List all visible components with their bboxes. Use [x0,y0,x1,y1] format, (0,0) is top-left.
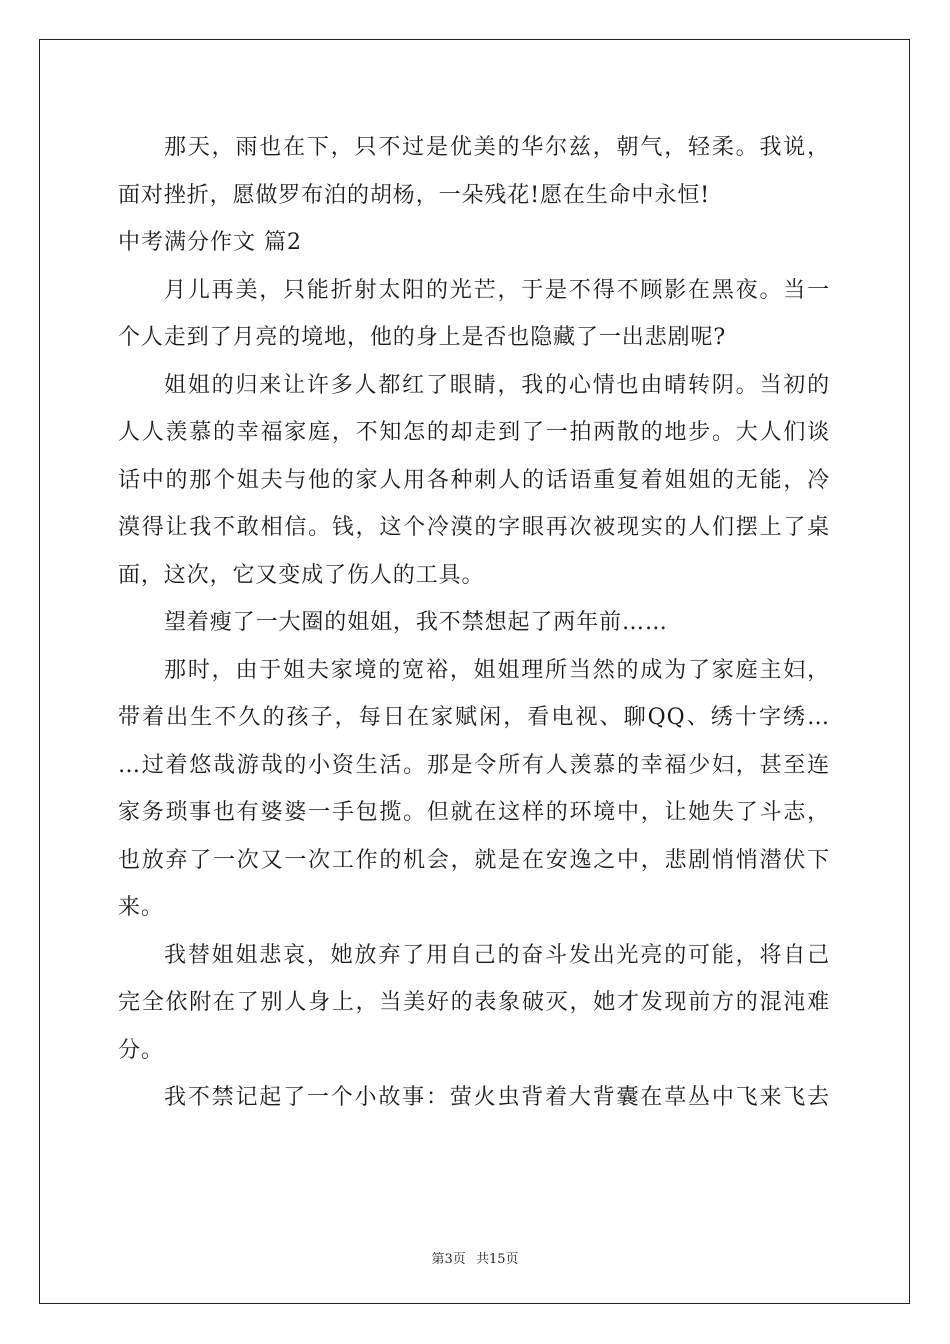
paragraph-line: 个人走到了月亮的境地，他的身上是否也隐藏了一出悲剧呢? [118,325,727,350]
paragraph-line: 来。 [118,895,164,920]
paragraph-line: 望着瘦了一大圈的姐姐，我不禁想起了两年前…… [164,610,668,635]
paragraph-line: 那时，由于姐夫家境的宽裕，姐姐理所当然的成为了家庭主妇， [164,657,830,683]
page-number: 第3页 [431,1252,466,1267]
page-total: 共15页 [475,1252,519,1267]
paragraph-line: 分。 [118,1037,164,1063]
paragraph-line: 面，这次，它又变成了伤人的工具。 [118,562,485,588]
paragraph-line: 完全依附在了别人身上，当美好的表象破灭，她才发现前方的混沌难 [118,990,830,1015]
paragraph-line: 话中的那个姐夫与他的家人用各种刺人的话语重复着姐姐的无能，冷 [118,467,830,493]
page-footer [0,1248,950,1267]
paragraph-line: 面对挫折，愿做罗布泊的胡杨，一朵残花!愿在生命中永恒! [118,182,710,208]
paragraph-line: 家务琐事也有婆婆一手包揽。但就在这样的环境中，让她失了斗志， [118,800,830,825]
paragraph-line: …过着悠哉游哉的小资生活。那是令所有人羡慕的幸福少妇，甚至连 [118,752,830,778]
paragraph-line: 也放弃了一次又一次工作的机会，就是在安逸之中，悲剧悄悄潜伏下 [118,847,830,873]
paragraph-line: 漠得让我不敢相信。钱，这个冷漠的字眼再次被现实的人们摆上了桌 [118,515,830,540]
document-body [118,124,830,1122]
paragraph-line: 人人羡慕的幸福家庭，不知怎的却走到了一拍两散的地步。大人们谈 [118,420,830,445]
paragraph-line: 那天，雨也在下，只不过是优美的华尔兹，朝气，轻柔。我说， [164,135,830,160]
paragraph-line: 我替姐姐悲哀，她放弃了用自己的奋斗发出光亮的可能，将自己 [164,942,830,968]
section-heading: 中考满分作文 篇2 [118,230,302,255]
paragraph-line: 月儿再美，只能折射太阳的光芒，于是不得不顾影在黑夜。当一 [164,277,830,303]
paragraph-line: 我不禁记起了一个小故事：萤火虫背着大背囊在草丛中飞来飞去 [164,1085,830,1110]
paragraph-line: 带着出生不久的孩子，每日在家赋闲，看电视、聊QQ、绣十字绣… [118,705,830,730]
paragraph-line: 姐姐的归来让许多人都红了眼睛，我的心情也由晴转阴。当初的 [164,372,830,398]
